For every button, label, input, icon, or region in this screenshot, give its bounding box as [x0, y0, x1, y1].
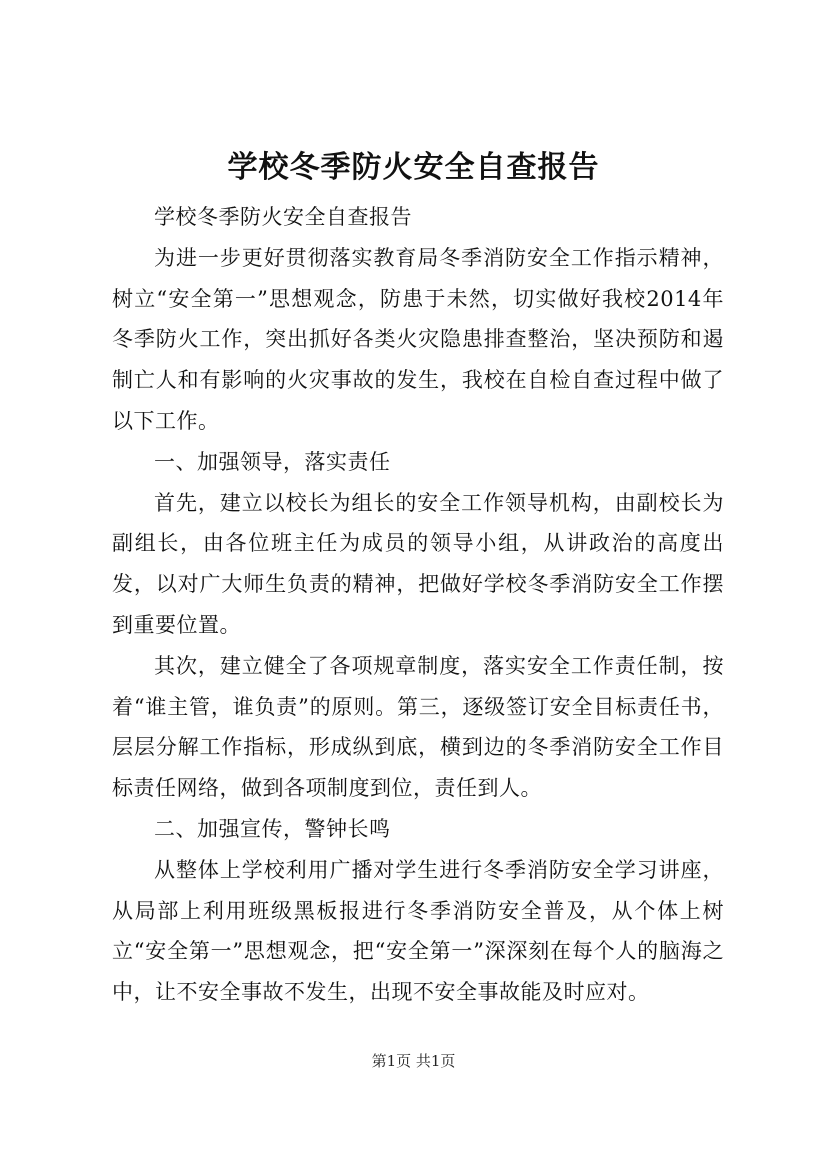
paragraph-regulations: 其次，建立健全了各项规章制度，落实安全工作责任制，按着“谁主管，谁负责”的原则。第三，逐级签订安全目标责任书，层层分解工作指标，形成纵到底，横到边的冬季消防安全工作目标责任网络，做到各项制度到位，责任到人。 [112, 653, 724, 801]
page-footer: 第1页 共1页 [371, 1052, 456, 1070]
document-title: 学校冬季防火安全自查报告 [227, 150, 600, 185]
paragraph-leadership: 首先，建立以校长为组长的安全工作领导机构，由副校长为副组长，由各位班主任为成员的领导小组，从讲政治的高度出发，以对广大师生负责的精神，把做好学校冬季消防安全工作摆到重要位置。 [112, 490, 724, 637]
paragraph-intro: 为进一步更好贯彻落实教育局冬季消防安全工作指示精神，树立“安全第一”思想观念，防患于未然，切实做好我校2014年冬季防火工作，突出抓好各类火灾隐患排查整治，坚决预防和遏制亡人和有影响的火灾事故的发生，我校在自检自查过程中做了以下工作。 [112, 245, 724, 433]
section-heading-leadership: 一、加强领导，落实责任 [154, 449, 391, 474]
paragraph-publicity: 从整体上学校利用广播对学生进行冬季消防安全学习讲座，从局部上利用班级黑板报进行冬季消防安全普及，从个体上树立“安全第一”思想观念，把“安全第一”深深刻在每个人的脑海之中，让不安全事故不发生，出现不安全事故能及时应对。 [112, 857, 724, 1005]
document-body [112, 197, 724, 1013]
section-heading-publicity: 二、加强宣传，警钟长鸣 [154, 816, 391, 841]
document-subtitle: 学校冬季防火安全自查报告 [154, 205, 412, 229]
